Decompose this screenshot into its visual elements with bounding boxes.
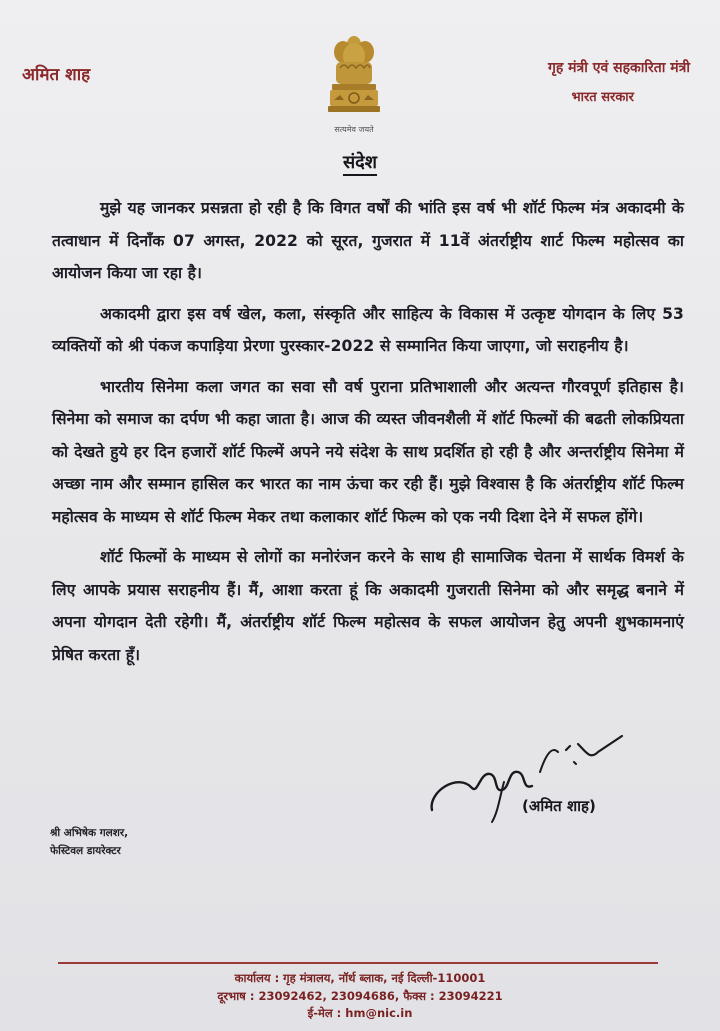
letter-subject bbox=[0, 150, 720, 174]
paragraph: अकादमी द्वारा इस वर्ष खेल, कला, संस्कृति और साहित्य के विकास में उत्कृष्ट योगदान के लिए 53 व्यक्तियों को श्री पंकज कपाड़िया प्रेरणा पुरस्कार-2022 से सम्मानित किया जाएगा, जो सराहनीय है। bbox=[52, 304, 684, 355]
state-emblem-icon bbox=[318, 34, 390, 134]
signature-graphic bbox=[428, 732, 648, 832]
subject-text: संदेश bbox=[343, 152, 377, 176]
office-address: कार्यालय : गृह मंत्रालय, नॉर्थ ब्लाक, नई दिल्ली-110001 bbox=[234, 971, 486, 985]
email: ई-मेल : hm@nic.in bbox=[307, 1006, 413, 1020]
recipient-role: फेस्टिवल डायरेक्टर bbox=[50, 845, 121, 857]
designation: गृह मंत्री एवं सहकारिता मंत्री bbox=[547, 60, 690, 76]
letterhead-footer bbox=[0, 970, 720, 1023]
handwritten-signature bbox=[428, 732, 648, 832]
paragraph: भारतीय सिनेमा कला जगत का सवा सौ वर्ष पुराना प्रतिभाशाली और अत्यन्त गौरवपूर्ण इतिहास है। सिनेमा को समाज का दर्पण भी कहा जाता है। आज की व्यस्त जीवनशैली में शॉर्ट फिल्मों की बढती लोकप्रियता को देखते हुये हर दिन हजारों शॉर्ट फिल्में अपने नये संदेश के साथ प्रदर्शित हो रही है और अन्तर्राष्ट्रीय सिनेमा में अच्छा नाम और सम्मान हासिल कर भारत का नाम ऊंचा कर रही हैं। मुझे विश्वास है कि अंतर्राष्ट्रीय शॉर्ट फिल्म महोत्सव के माध्यम से शॉर्ट फिल्म मेकर तथा कलाकार शॉर्ट फिल्म को एक नयी दिशा देने में सफल होंगे। bbox=[52, 377, 684, 526]
recipient-name: श्री अभिषेक गलशर, bbox=[50, 827, 129, 839]
sender-name: अमित शाह bbox=[22, 65, 91, 85]
phone-fax: दूरभाष : 23092462, 23094686, फैक्स : 23094221 bbox=[217, 988, 503, 1003]
recipient-block bbox=[50, 824, 128, 860]
letter-body bbox=[52, 192, 684, 679]
footer-divider bbox=[58, 962, 658, 964]
paragraph: शॉर्ट फिल्मों के माध्यम से लोगों का मनोरंजन करने के साथ ही सामाजिक चेतना में सार्थक विमर्श के लिए आपके प्रयास सराहनीय हैं। मैं, आशा करता हूं कि अकादमी गुजराती सिनेमा को और समृद्ध बनाने में अपना योगदान देती रहेगी। मैं, अंतर्राष्ट्रीय शॉर्ट फिल्म महोत्सव के सफल आयोजन हेतु अपनी शुभकामनाएं प्रेषित करता हूँ। bbox=[52, 548, 684, 664]
government: भारत सरकार bbox=[571, 90, 634, 105]
emblem-graphic bbox=[318, 34, 390, 122]
signatory-name: (अमित शाह) bbox=[522, 797, 596, 815]
emblem-motto: सत्यमेव जयते bbox=[334, 125, 374, 134]
letterhead-designation-block bbox=[548, 58, 690, 105]
paragraph: मुझे यह जानकर प्रसन्नता हो रही है कि विगत वर्षों की भांति इस वर्ष भी शॉर्ट फिल्म मंत्र अकादमी के तत्वाधान में दिनाँक 07 अगस्त, 2022 को सूरत, गुजरात में 11वें अंतर्राष्ट्रीय शार्ट फिल्म महोत्सव का आयोजन किया जा रहा है। bbox=[52, 199, 685, 282]
